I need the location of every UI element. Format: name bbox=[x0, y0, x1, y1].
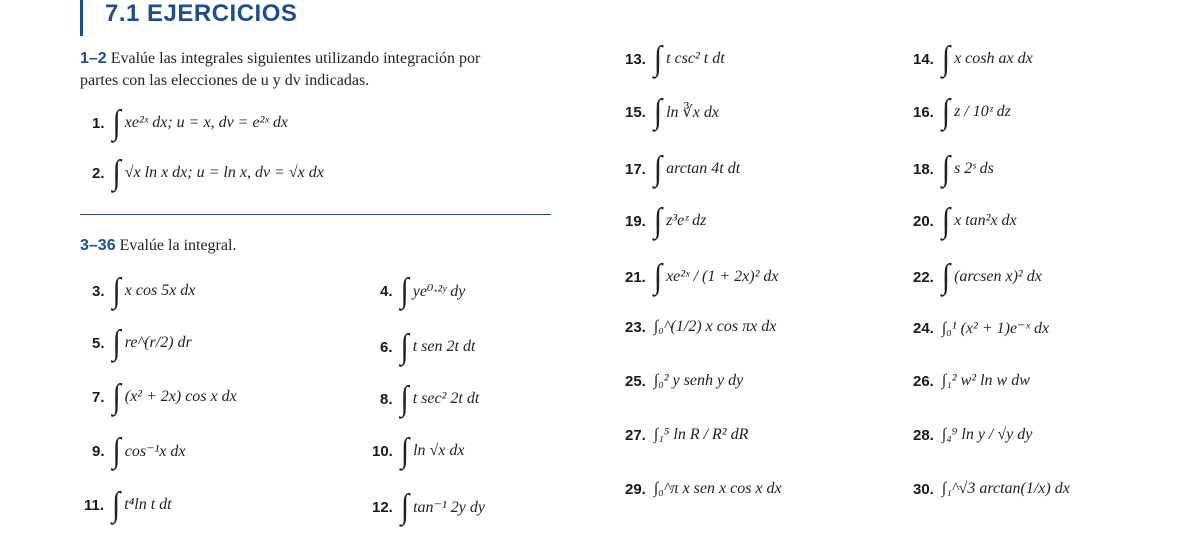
exercise-expression: ∫₁² w² ln w dw bbox=[941, 372, 1030, 389]
exercise-number: 19. bbox=[625, 212, 646, 230]
exercise-28 bbox=[913, 426, 1032, 444]
exercise-number: 13. bbox=[625, 50, 646, 68]
exercise-8 bbox=[380, 379, 480, 418]
integral-sign: ∫ bbox=[941, 92, 951, 131]
exercise-10 bbox=[372, 431, 465, 470]
exercise-27 bbox=[625, 426, 748, 444]
exercise-expression: t⁴ln t dt bbox=[124, 496, 172, 513]
exercise-expression: s 2ˢ ds bbox=[954, 160, 994, 177]
instructions-1-2 bbox=[80, 48, 480, 92]
integral-sign: ∫ bbox=[112, 485, 121, 524]
exercise-expression: x cosh ax dx bbox=[954, 50, 1033, 67]
exercise-number: 2. bbox=[92, 164, 105, 182]
integral-sign: ∫ bbox=[941, 39, 951, 78]
exercise-14 bbox=[913, 39, 1033, 78]
exercise-4 bbox=[380, 271, 466, 310]
integral-sign: ∫ bbox=[653, 39, 663, 78]
exercise-expression: ∫₀^π x sen x cos x dx bbox=[653, 480, 782, 497]
range-label: 3–36 bbox=[80, 237, 116, 254]
exercise-expression: (x² + 2x) cos x dx bbox=[124, 388, 237, 405]
exercise-expression: ∫₁⁵ ln R / R² dR bbox=[653, 426, 749, 443]
range-label: 1–2 bbox=[80, 50, 107, 67]
integral-sign: ∫ bbox=[400, 431, 410, 470]
exercise-16 bbox=[913, 92, 1011, 131]
exercise-expression: tan⁻¹ 2y dy bbox=[413, 499, 485, 516]
section-title: 7.1 EJERCICIOS bbox=[105, 0, 298, 27]
integral-sign: ∫ bbox=[400, 327, 409, 366]
exercise-expression: √x ln x dx; u = ln x, dv = √x dx bbox=[124, 164, 324, 181]
exercise-13 bbox=[625, 39, 725, 78]
exercise-6 bbox=[380, 327, 476, 366]
integral-sign: ∫ bbox=[400, 379, 409, 418]
exercise-expression: z / 10ᶻ dz bbox=[954, 103, 1011, 120]
exercise-expression: ln ∛x dx bbox=[666, 104, 719, 121]
instructions-text: Evalúe la integral. bbox=[119, 237, 237, 254]
integral-sign: ∫ bbox=[653, 149, 663, 188]
exercise-5 bbox=[92, 323, 192, 362]
exercise-number: 4. bbox=[380, 282, 393, 300]
exercise-expression: ∫₀^(1/2) x cos πx dx bbox=[653, 318, 777, 335]
exercise-number: 18. bbox=[913, 160, 934, 178]
exercise-number: 28. bbox=[913, 426, 934, 444]
exercise-expression: t sen 2t dt bbox=[412, 338, 476, 355]
exercise-number: 17. bbox=[625, 160, 646, 178]
instructions-3-36 bbox=[80, 235, 236, 257]
exercise-number: 23. bbox=[625, 318, 646, 336]
integral-sign: ∫ bbox=[941, 257, 951, 296]
exercise-number: 11. bbox=[84, 496, 105, 514]
exercise-expression: (arcsen x)² dx bbox=[954, 268, 1042, 285]
integral-sign: ∫ bbox=[941, 149, 951, 188]
integral-sign: ∫ bbox=[112, 323, 121, 362]
exercise-number: 12. bbox=[372, 498, 393, 516]
exercise-expression: t csc² t dt bbox=[666, 50, 725, 67]
exercise-30 bbox=[913, 480, 1070, 498]
exercise-2 bbox=[92, 153, 324, 192]
instructions-text: Evalúe las integrales siguientes utilizando integración por bbox=[110, 50, 481, 67]
exercise-11 bbox=[84, 485, 172, 524]
exercise-23 bbox=[625, 318, 776, 336]
exercise-number: 27. bbox=[625, 426, 646, 444]
integral-sign: ∫ bbox=[112, 377, 121, 416]
exercise-9 bbox=[92, 431, 186, 470]
exercise-expression: ln √x dx bbox=[413, 442, 465, 459]
exercise-expression: arctan 4t dt bbox=[666, 160, 741, 177]
exercise-expression: ye⁰·²ʸ dy bbox=[412, 283, 466, 300]
exercise-number: 6. bbox=[380, 338, 393, 356]
exercise-expression: cos⁻¹x dx bbox=[124, 443, 186, 460]
exercise-number: 10. bbox=[372, 442, 393, 460]
integral-sign: ∫ bbox=[653, 201, 663, 240]
exercise-7 bbox=[92, 377, 237, 416]
exercise-expression: x tan²x dx bbox=[954, 212, 1017, 229]
exercise-22 bbox=[913, 257, 1042, 296]
integral-sign: ∫ bbox=[112, 153, 121, 192]
exercise-17 bbox=[625, 149, 741, 188]
integral-sign: ∫ bbox=[112, 271, 121, 310]
exercise-26 bbox=[913, 372, 1030, 390]
exercise-number: 7. bbox=[92, 388, 105, 406]
exercise-expression: re^(r/2) dr bbox=[124, 334, 192, 351]
exercise-number: 20. bbox=[913, 212, 934, 230]
exercise-expression: x cos 5x dx bbox=[124, 282, 196, 299]
exercise-expression: ∫₄⁹ ln y / √y dy bbox=[941, 426, 1033, 443]
integral-sign: ∫ bbox=[400, 487, 410, 526]
exercise-number: 21. bbox=[625, 268, 646, 286]
exercise-number: 16. bbox=[913, 103, 934, 121]
exercise-15 bbox=[625, 92, 719, 131]
exercise-24 bbox=[913, 318, 1049, 338]
integral-sign: ∫ bbox=[112, 431, 121, 470]
divider bbox=[80, 214, 551, 215]
title-accent-bar bbox=[80, 0, 83, 36]
exercise-3 bbox=[92, 271, 196, 310]
exercise-expression: t sec² 2t dt bbox=[412, 390, 480, 407]
exercise-number: 26. bbox=[913, 372, 934, 390]
exercise-29 bbox=[625, 480, 782, 498]
exercise-number: 3. bbox=[92, 282, 105, 300]
exercise-25 bbox=[625, 372, 743, 390]
exercise-number: 29. bbox=[625, 480, 646, 498]
exercise-number: 25. bbox=[625, 372, 646, 390]
exercise-number: 9. bbox=[92, 442, 105, 460]
exercise-1 bbox=[92, 103, 288, 142]
exercise-number: 5. bbox=[92, 334, 105, 352]
integral-sign: ∫ bbox=[941, 201, 951, 240]
exercise-20 bbox=[913, 201, 1017, 240]
exercise-expression: xe²ˣ dx; u = x, dv = e²ˣ dx bbox=[124, 114, 288, 131]
exercise-expression: ∫₀² y senh y dy bbox=[653, 372, 744, 389]
exercise-12 bbox=[372, 487, 485, 526]
exercise-number: 14. bbox=[913, 50, 934, 68]
exercise-expression: ∫₀¹ (x² + 1)e⁻ˣ dx bbox=[941, 320, 1050, 337]
exercise-expression: z³eᶻ dz bbox=[666, 212, 707, 229]
exercise-number: 1. bbox=[92, 114, 105, 132]
exercise-18 bbox=[913, 149, 994, 188]
integral-sign: ∫ bbox=[112, 103, 121, 142]
exercise-expression: xe²ˣ / (1 + 2x)² dx bbox=[666, 268, 779, 285]
integral-sign: ∫ bbox=[653, 92, 663, 131]
exercise-19 bbox=[625, 201, 707, 240]
exercise-number: 30. bbox=[913, 480, 934, 498]
exercise-expression: ∫₁^√3 arctan(1/x) dx bbox=[941, 480, 1070, 497]
exercise-number: 22. bbox=[913, 268, 934, 286]
exercise-number: 15. bbox=[625, 103, 646, 121]
integral-sign: ∫ bbox=[400, 271, 409, 310]
exercise-number: 24. bbox=[913, 319, 934, 337]
exercise-21 bbox=[625, 257, 779, 296]
instructions-text-2: partes con las elecciones de u y dv indicadas. bbox=[80, 72, 370, 89]
integral-sign: ∫ bbox=[653, 257, 663, 296]
exercise-number: 8. bbox=[380, 390, 393, 408]
